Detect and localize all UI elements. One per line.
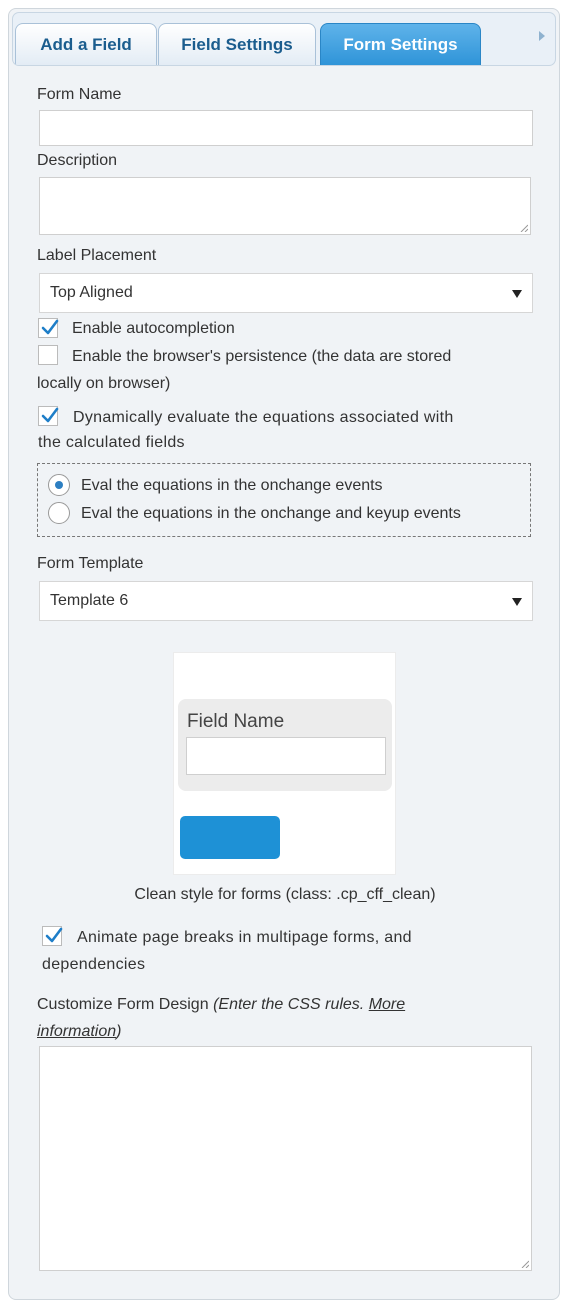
dynamic-eval-label-line1: Dynamically evaluate the equations associated with bbox=[73, 409, 454, 426]
scroll-right-arrow-icon[interactable] bbox=[539, 31, 545, 41]
persistence-label-line1: Enable the browser's persistence (the data are stored bbox=[72, 348, 452, 365]
dynamic-eval-checkbox[interactable] bbox=[38, 406, 58, 426]
form-template-value: Template 6 bbox=[50, 592, 129, 609]
more-information-link-line2[interactable]: information bbox=[37, 1023, 117, 1040]
preview-field-label: Field Name bbox=[187, 711, 285, 732]
animate-label-line2: dependencies bbox=[42, 956, 146, 973]
animate-label-line1: Animate page breaks in multipage forms, and bbox=[77, 929, 412, 946]
tab-label: Add a Field bbox=[40, 34, 132, 54]
custom-design-label bbox=[37, 992, 537, 1017]
custom-design-hint: (Enter the CSS rules. bbox=[213, 996, 369, 1013]
chevron-down-icon bbox=[512, 290, 522, 298]
label-placement-select[interactable] bbox=[39, 273, 533, 313]
form-template-label: Form Template bbox=[37, 555, 144, 572]
radio-selected-dot bbox=[55, 481, 63, 489]
tab-label: Form Settings bbox=[343, 34, 458, 54]
autocompletion-checkbox[interactable] bbox=[38, 318, 58, 338]
dynamic-eval-label-line2: the calculated fields bbox=[38, 434, 185, 451]
form-name-label: Form Name bbox=[37, 86, 122, 103]
preview-button bbox=[180, 816, 280, 859]
persistence-checkbox[interactable] bbox=[38, 345, 58, 365]
description-label: Description bbox=[37, 152, 118, 169]
template-preview-image bbox=[173, 652, 396, 875]
tab-label: Field Settings bbox=[181, 34, 293, 54]
label-placement-label: Label Placement bbox=[37, 247, 157, 264]
custom-design-title: Customize Form Design bbox=[37, 996, 209, 1013]
template-caption: Clean style for forms (class: .cp_cff_clean) bbox=[134, 886, 436, 903]
resize-handle-icon[interactable] bbox=[520, 224, 528, 232]
eval-onchange-keyup-label: Eval the equations in the onchange and keyup events bbox=[81, 505, 461, 522]
more-information-link[interactable]: More bbox=[368, 996, 406, 1013]
eval-onchange-radio[interactable] bbox=[48, 474, 70, 496]
tab-add-a-field[interactable] bbox=[15, 23, 157, 65]
persistence-label-line2: locally on browser) bbox=[37, 375, 171, 392]
animate-checkbox[interactable] bbox=[42, 926, 62, 946]
eval-onchange-keyup-radio[interactable] bbox=[48, 502, 70, 524]
tab-bar bbox=[12, 12, 556, 66]
autocompletion-label: Enable autocompletion bbox=[72, 320, 235, 337]
checkmark-icon bbox=[40, 318, 60, 338]
form-template-select[interactable] bbox=[39, 581, 533, 621]
eval-onchange-label: Eval the equations in the onchange events bbox=[81, 477, 383, 494]
preview-field-input bbox=[186, 737, 386, 775]
tab-form-settings[interactable] bbox=[320, 23, 481, 65]
custom-design-label-line2: information) bbox=[37, 1023, 122, 1040]
preview-field-container bbox=[178, 699, 392, 791]
form-name-input[interactable] bbox=[39, 110, 533, 146]
checkmark-icon bbox=[40, 406, 60, 426]
custom-css-textarea[interactable] bbox=[39, 1046, 532, 1271]
label-placement-value: Top Aligned bbox=[50, 284, 133, 301]
description-textarea[interactable] bbox=[39, 177, 531, 235]
chevron-down-icon bbox=[512, 598, 522, 606]
resize-handle-icon[interactable] bbox=[521, 1260, 529, 1268]
checkmark-icon bbox=[44, 926, 64, 946]
tab-field-settings[interactable] bbox=[158, 23, 316, 65]
